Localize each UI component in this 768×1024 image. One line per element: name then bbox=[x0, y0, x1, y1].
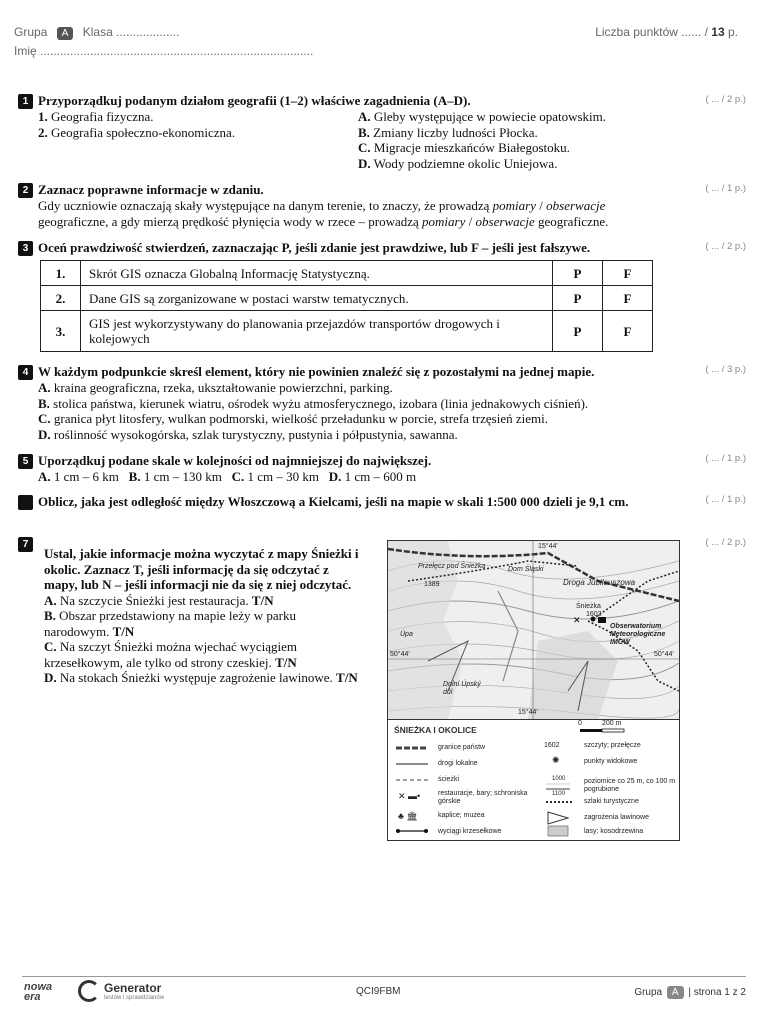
legend-poz-1100: 1100 bbox=[552, 791, 565, 797]
task-question: Oceń prawdziwość stwierdzeń, zaznaczając P, jeśli zdanie jest prawdziwe, lub F – jeśli jest fałszywe. bbox=[38, 240, 591, 255]
table-row: 2. Dane GIS są zorganizowane w postaci warstw tematycznych. P F bbox=[41, 286, 653, 311]
group-label: Grupa bbox=[14, 25, 48, 39]
legend-poz-1000: 1000 bbox=[552, 776, 566, 782]
label-lon-bottom: 15°44' bbox=[518, 709, 538, 716]
restaurant-icon: ✕ ▬• bbox=[398, 791, 421, 801]
task-2-score: ( ... / 1 p.) bbox=[705, 183, 746, 194]
task-4 bbox=[18, 364, 678, 442]
label-lat-left: 50°44' bbox=[390, 651, 410, 658]
legend-poziomice: poziomice co 25 m, co 100 m pogrubione bbox=[584, 778, 676, 793]
option-obserwacje-2[interactable]: obserwacje bbox=[475, 213, 535, 229]
task-4-score: ( ... / 3 p.) bbox=[705, 364, 746, 375]
test-code: QCI9FBM bbox=[356, 986, 401, 997]
task-question: Zaznacz poprawne informacje w zdaniu. bbox=[38, 182, 264, 197]
generator-g-icon bbox=[78, 980, 100, 1002]
sniezka-map bbox=[387, 540, 680, 841]
map-legend bbox=[388, 719, 679, 840]
list-item: 1. Geografia fizyczna. bbox=[38, 109, 154, 124]
task-2 bbox=[18, 182, 678, 229]
nowa-era-logo: nowa era bbox=[24, 981, 53, 1003]
points-summary bbox=[595, 25, 738, 39]
task-number: 5 bbox=[18, 454, 33, 469]
true-false-table bbox=[40, 260, 653, 352]
generator-subtitle: testów i sprawdzianów bbox=[104, 995, 165, 1001]
legend-szlaki: szlaki turystyczne bbox=[584, 798, 639, 805]
footer-group-badge: A bbox=[667, 986, 684, 999]
legend-sciezki: ścieżki bbox=[438, 776, 460, 783]
footer-divider bbox=[22, 976, 746, 977]
name-field[interactable]: Imię .................................................................................. bbox=[14, 44, 314, 58]
legend-szczyty-val: 1602 bbox=[544, 742, 560, 749]
answer-f[interactable]: F bbox=[603, 261, 653, 286]
points-unit: p. bbox=[727, 25, 738, 39]
legend-drogi: drogi lokalne bbox=[438, 760, 478, 767]
tn-answer[interactable]: T/N bbox=[251, 592, 274, 608]
generator-title: Generator bbox=[104, 981, 162, 995]
list-item: D. Na stokach Śnieżki występuje zagrożenie lawinowe. T/N bbox=[44, 670, 358, 685]
task-number: 7 bbox=[18, 537, 33, 552]
class-field[interactable]: Klasa ................... bbox=[82, 25, 180, 39]
legend-zagrozenia: zagrożenia lawinowe bbox=[584, 814, 649, 821]
legend-kaplice: kaplice; muzea bbox=[438, 812, 485, 819]
label-lon-top: 15°44' bbox=[538, 543, 558, 550]
task-7-score: ( ... / 2 p.) bbox=[705, 537, 746, 548]
task-question: W każdym podpunkcie skreśl element, który nie powinien znaleźć się z pozostałymi na jednej mapie. bbox=[38, 364, 595, 379]
option-obserwacje-1[interactable]: obserwacje bbox=[546, 198, 606, 213]
task-question: Ustal, jakie informacje można wyczytać z mapy Śnieżki i okolic. Zaznacz T, jeśli informację da się odczytać z mapy, lub N – jeśli informacji nie da się z niej odczytać. bbox=[44, 546, 359, 592]
table-row: 1. Skrót GIS oznacza Globalną Informację Statystyczną. P F bbox=[41, 261, 653, 286]
label-upa: Úpa bbox=[400, 631, 413, 638]
task-6 bbox=[12, 494, 678, 510]
task-1-score: ( ... / 2 p.) bbox=[705, 94, 746, 105]
map-area bbox=[388, 541, 679, 719]
answer-p[interactable]: P bbox=[553, 311, 603, 352]
list-item[interactable]: B. stolica państwa, kierunek wiatru, ośrodek wyżu atmosferycznego, izobara (linia jednakowych ciśnień). bbox=[38, 395, 589, 411]
task-number: 6 bbox=[18, 495, 33, 510]
task-number: 3 bbox=[18, 241, 33, 256]
answer-p[interactable]: P bbox=[553, 261, 603, 286]
label-dolina: Dolní Úpský důl bbox=[443, 681, 481, 696]
points-label: Liczba punktów ...... / bbox=[595, 25, 708, 39]
list-item[interactable]: D. roślinność wysokogórska, szlak turystyczny, pustynia i półpustynia, sawanna. bbox=[38, 426, 458, 442]
label-sniezka-h: 1602 bbox=[586, 611, 602, 618]
task-1-columns bbox=[18, 109, 678, 171]
task-2-sentence: Gdy uczniowie oznaczają skały występujące na danym terenie, to znaczy, że prowadzą pomiary / obserwacje geograficzne, a gdy mierzą prędkość płynięcia wody w rzece – prowadzą pomiary / obserwacje geograficzne. bbox=[38, 198, 609, 229]
table-row: 3. GIS jest wykorzystywany do planowania przejazdów transportów drogowych i kolejowych P F bbox=[41, 311, 653, 352]
task-6-score: ( ... / 1 p.) bbox=[705, 494, 746, 505]
task-1 bbox=[18, 93, 678, 171]
task-number: 4 bbox=[18, 365, 33, 380]
legend-punkty: punkty widokowe bbox=[584, 758, 638, 765]
task-5-score: ( ... / 1 p.) bbox=[705, 453, 746, 464]
task-number: 1 bbox=[18, 94, 33, 109]
label-przelecz-h: 1389 bbox=[424, 581, 440, 588]
legend-szczyty: szczyty; przełęcze bbox=[584, 742, 641, 749]
list-item: D. Wody podziemne okolic Uniejowa. bbox=[358, 155, 558, 171]
viewpoint-icon: ✺ bbox=[552, 755, 560, 765]
task-question: Oblicz, jaka jest odległość między Włoszczową a Kielcami, jeśli na mapie w skali 1:500 000 dzieli je 9,1 cm. bbox=[38, 494, 629, 509]
tn-answer[interactable]: T/N bbox=[275, 654, 297, 670]
label-obserwatorium: Obserwatorium Meteorologiczne IMGW bbox=[610, 623, 666, 646]
list-item: B. Obszar przedstawiony na mapie leży w parku narodowym. T/N bbox=[44, 608, 296, 639]
list-item: B. Zmiany liczby ludności Płocka. bbox=[358, 124, 538, 140]
task-question: Uporządkuj podane skale w kolejności od najmniejszej do największej. bbox=[38, 453, 432, 468]
option-pomiary-1[interactable]: pomiary bbox=[492, 198, 537, 213]
task-question: Przyporządkuj podanym działom geografii (1–2) właściwe zagadnienia (A–D). bbox=[38, 93, 471, 108]
task-5 bbox=[18, 453, 678, 485]
list-item: C. Migracje mieszkańców Białegostoku. bbox=[358, 140, 570, 155]
tn-answer[interactable]: T/N bbox=[336, 670, 358, 685]
answer-f[interactable]: F bbox=[603, 311, 653, 352]
chapel-icon: ♣ 🏛 bbox=[398, 811, 418, 821]
label-lat-right: 50°44' bbox=[654, 651, 674, 658]
list-item[interactable]: C. granica płyt litosfery, wulkan podmorski, wielkość przeładunku w porcie, strefa trzęsień ziemi. bbox=[38, 411, 548, 426]
header-row-1 bbox=[14, 25, 738, 41]
scale-0: 0 bbox=[578, 720, 582, 727]
group-badge: A bbox=[57, 27, 74, 40]
label-droga: Droga Jubileuszowa bbox=[563, 578, 636, 587]
tn-answer[interactable]: T/N bbox=[112, 623, 135, 639]
option-pomiary-2[interactable]: pomiary bbox=[422, 213, 466, 229]
legend-title: ŚNIEŻKA I OKOLICE bbox=[394, 725, 477, 735]
list-item: A. Gleby występujące w powiecie opatowskim. bbox=[358, 109, 607, 124]
task-3 bbox=[18, 240, 678, 352]
footer-page-info bbox=[634, 986, 746, 999]
points-total: 13 bbox=[711, 25, 725, 39]
list-item: A. Na szczycie Śnieżki jest restauracja. T/N bbox=[44, 592, 274, 608]
label-przelecz: Przełęcz pod Śnieżką bbox=[418, 563, 486, 570]
scale-options: A. 1 cm – 6 km B. 1 cm – 130 km C. 1 cm – 30 km D. 1 cm – 600 m bbox=[38, 469, 417, 484]
task-number: 2 bbox=[18, 183, 33, 198]
legend-granice: granice państw bbox=[438, 744, 486, 751]
label-dom-slaski: Dom Śląski bbox=[508, 566, 544, 573]
task-3-score: ( ... / 2 p.) bbox=[705, 241, 746, 252]
task-7 bbox=[18, 536, 363, 686]
list-item[interactable]: A. kraina geograficzna, rzeka, ukształtowanie powierzchni, parking. bbox=[38, 380, 393, 395]
legend-wyciagi: wyciągi krzesełkowe bbox=[438, 828, 502, 835]
answer-f[interactable]: F bbox=[603, 286, 653, 311]
legend-lasy: lasy; kosodrzewina bbox=[584, 828, 644, 835]
legend-restauracje: restauracje, bary; schroniska górskie bbox=[438, 790, 528, 805]
list-item: 2. Geografia społeczno-ekonomiczna. bbox=[38, 124, 236, 140]
list-item: C. Na szczyt Śnieżki można wjechać wyciągiem krzesełkowym, ale tylko od strony czeskiej. T/N bbox=[44, 639, 298, 670]
scale-200: 200 m bbox=[602, 720, 622, 727]
page-number: | strona 1 z 2 bbox=[688, 987, 746, 998]
footer-group-label: Grupa bbox=[634, 987, 663, 998]
svg-text:✕: ✕ bbox=[573, 616, 581, 626]
label-sniezka: Śnieżka bbox=[576, 603, 601, 610]
answer-p[interactable]: P bbox=[553, 286, 603, 311]
